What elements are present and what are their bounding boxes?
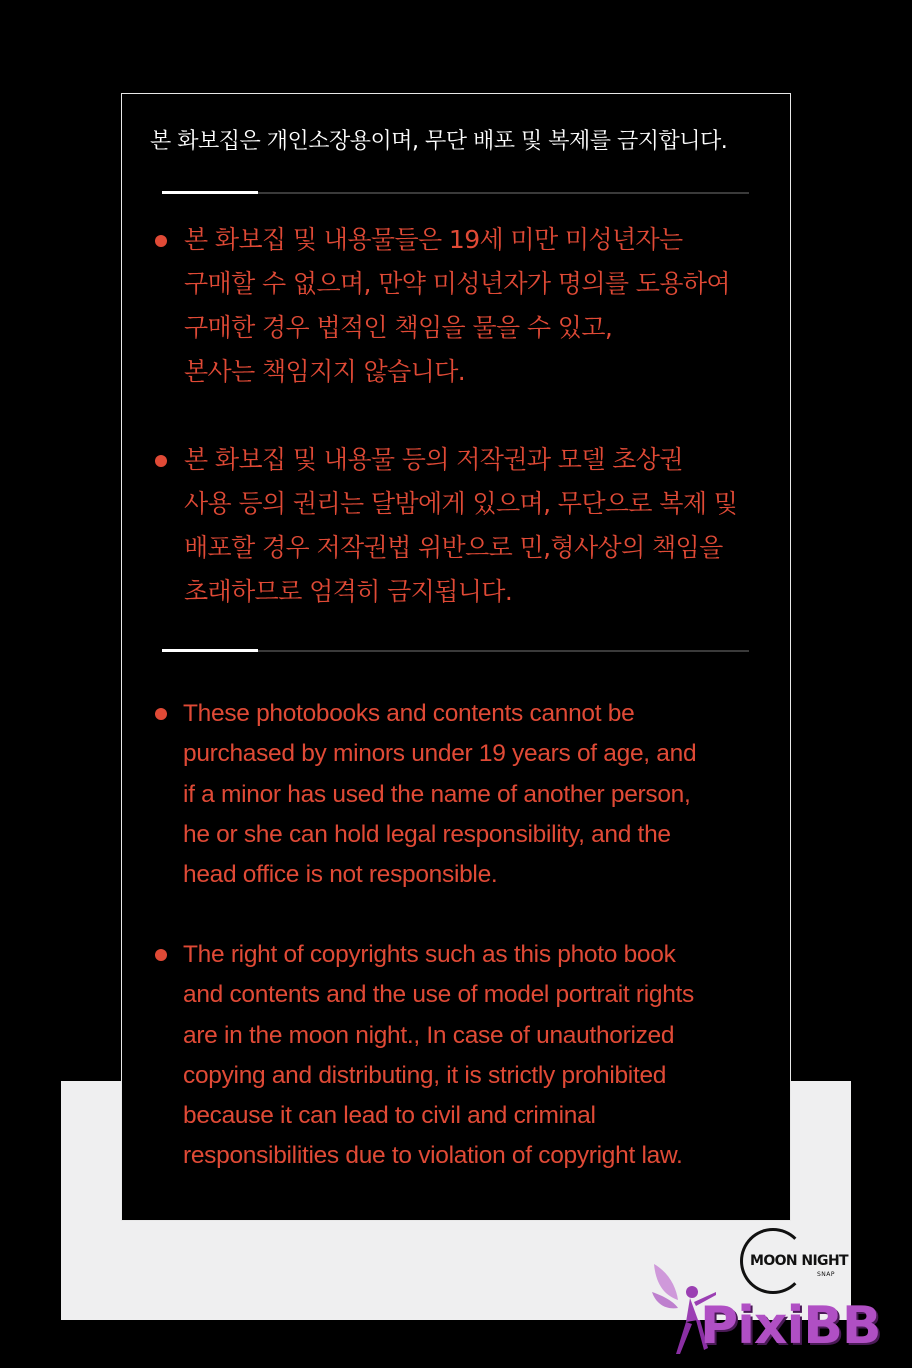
bullet-icon xyxy=(155,708,167,720)
brand-logo-text: MOON NIGHT xyxy=(750,1253,849,1269)
bullet-icon xyxy=(155,455,167,467)
bullet-icon xyxy=(155,235,167,247)
korean-item-minors: 본 화보집 및 내용물들은 19세 미만 미성년자는 구매할 수 없으며, 만약 미성년자가 명의를 도용하여 구매한 경우 법적인 책임을 물을 수 있고, 본사는 책임지지 않습니다. xyxy=(184,225,730,386)
divider-top xyxy=(162,192,749,194)
english-item-minors: These photobooks and contents cannot be purchased by minors under 19 years of age, and if a minor has used the name of another person, he or she can hold legal responsibility, and the head office is not responsible. xyxy=(183,700,697,889)
bullet-icon xyxy=(155,949,167,961)
english-item-copyright: The right of copyrights such as this photo book and contents and the use of model portrait rights are in the moon night., In case of unauthorized copying and distributing, it is strictly prohibited because it can lead to civil and criminal responsibilities due to violation of copyright law. xyxy=(183,941,695,1170)
brand-logo-subtext: SNAP xyxy=(817,1271,836,1278)
watermark-text: PixiBB xyxy=(700,1296,881,1356)
notice-heading: 본 화보집은 개인소장용이며, 무단 배포 및 복제를 금지합니다. xyxy=(150,129,728,154)
korean-item-copyright: 본 화보집 및 내용물 등의 저작권과 모델 초상권 사용 등의 권리는 달밤에게 있으며, 무단으로 복제 및 배포할 경우 저작권법 위반으로 민,형사상의 책임을 초래하므로 엄격히 금지됩니다. xyxy=(184,445,738,606)
divider-middle xyxy=(162,650,749,652)
